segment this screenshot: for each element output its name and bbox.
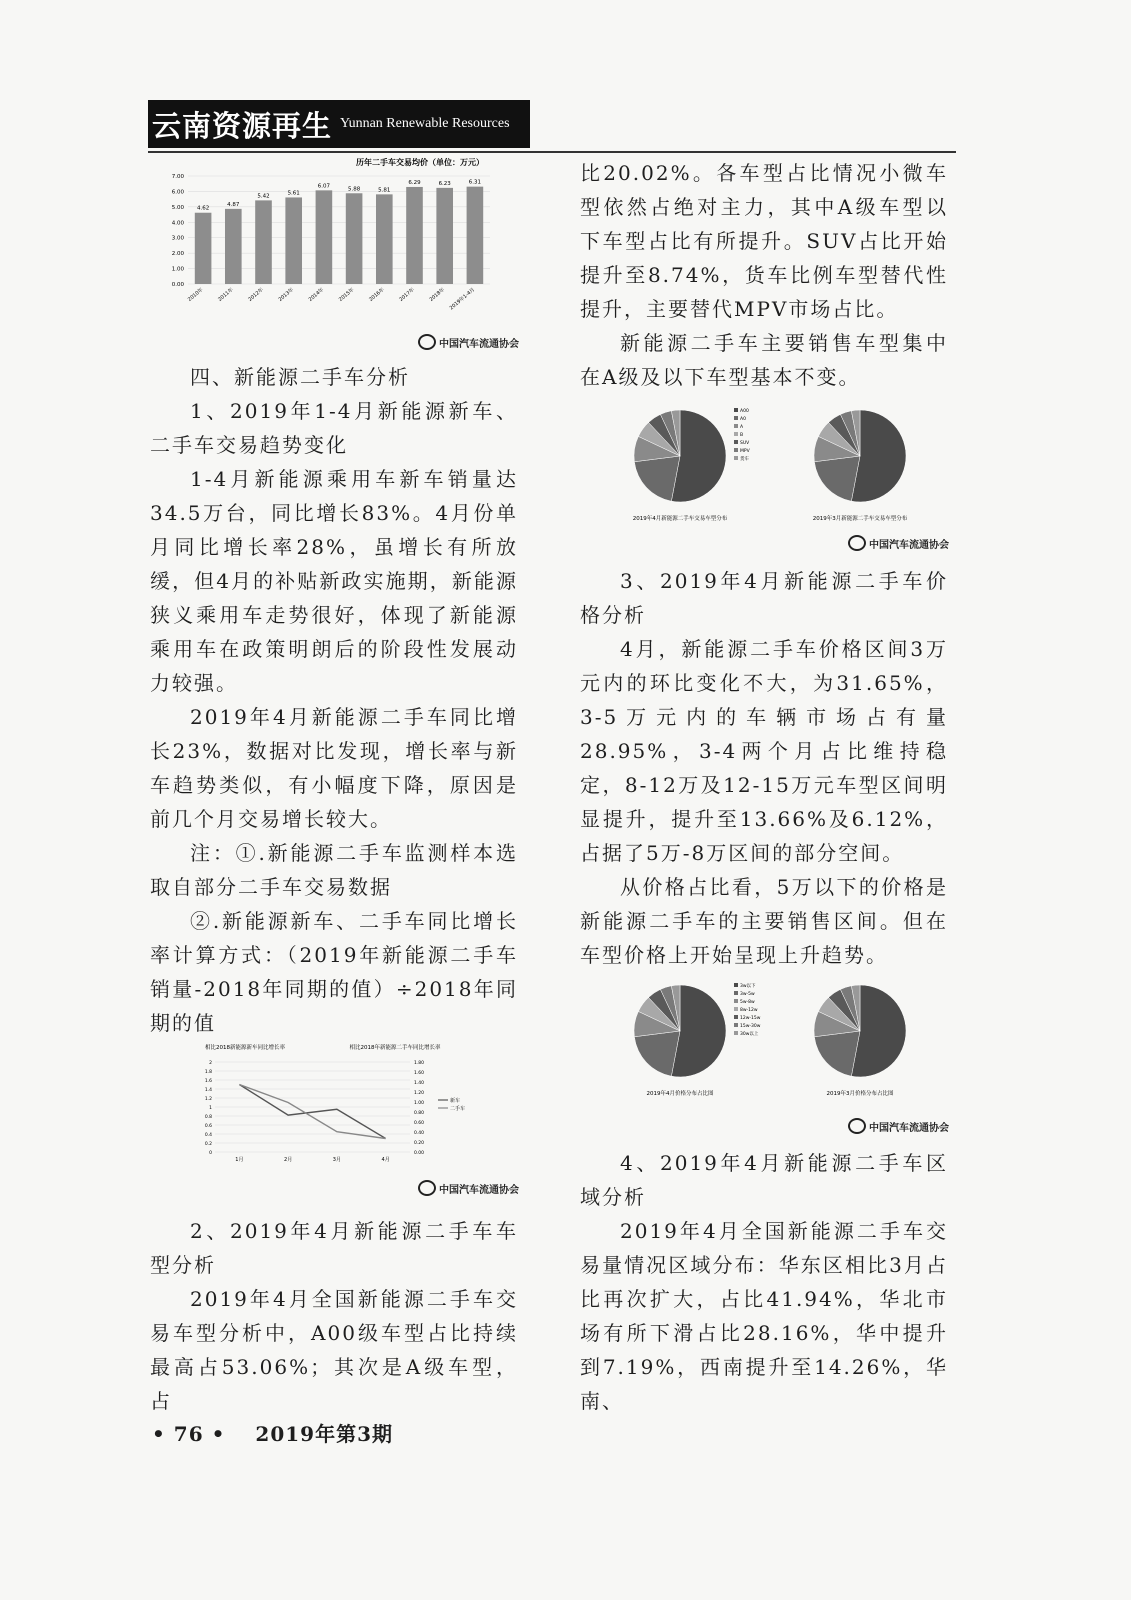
paragraph-main-models: 新能源二手车主要销售车型集中在A级及以下车型基本不变。 [580, 331, 948, 389]
price-bar-chart-svg [160, 156, 500, 316]
y-tick-label-right: 1.80 [414, 1061, 425, 1066]
y-tick-label-left: 0.8 [204, 1115, 212, 1120]
y-tick-label: 4.00 [171, 220, 184, 227]
y-tick-label-right: 0.80 [414, 1111, 425, 1116]
header-rule [148, 151, 956, 153]
y-tick-label-left: 0.6 [204, 1124, 212, 1129]
legend-swatch [734, 408, 738, 412]
y-tick-label: 1.00 [171, 266, 184, 273]
chart-title-right: 相比2018年新能源二手车同比增长率 [349, 1045, 441, 1051]
chart-title: 历年二手车交易均价（单位：万元） [356, 158, 484, 167]
legend-label: 3w以下 [740, 984, 756, 989]
bar [316, 190, 333, 284]
paragraph-type-share: 比20.02%。各车型占比情况小微车型依然占绝对主力，其中A级车型以下车型占比有所提升。SUV占比开始提升至8.74%，货车比例车型替代性提升，主要替代MPV市场占比。 [580, 161, 948, 321]
y-tick-label-right: 0.00 [414, 1151, 425, 1156]
left-column-top [150, 360, 518, 1040]
bar-data-label: 4.62 [196, 205, 210, 212]
bar-data-label: 6.23 [438, 180, 451, 187]
legend-swatch [734, 448, 738, 452]
bar [195, 213, 212, 284]
journal-header [148, 100, 530, 148]
bar [467, 187, 484, 284]
paragraph-used-car-growth: 2019年4月新能源二手车同比增长23%，数据对比发现，增长率与新车趋势类似，有小幅度下降，原因是前几个月交易增长较大。 [150, 705, 518, 831]
x-tick-label: 2018年 [428, 286, 446, 303]
x-tick-label: 2月 [284, 1157, 293, 1163]
legend-label: 5w-8w [740, 1000, 755, 1005]
legend-swatch [734, 991, 738, 995]
x-tick-label: 2015年 [337, 286, 356, 303]
y-tick-label-right: 1.20 [414, 1091, 425, 1096]
legend-label: 8w-12w [740, 1008, 758, 1013]
y-tick-label: 0.00 [171, 282, 184, 288]
association-logo-text: 中国汽车流通协会 [869, 1122, 949, 1134]
association-logo-4 [848, 1118, 949, 1134]
price-pies-svg [610, 975, 940, 1103]
legend-label: 15w-30w [740, 1024, 761, 1029]
y-tick-label: 3.00 [171, 235, 184, 242]
paragraph-price-share: 从价格占比看，5万以下的价格是新能源二手车的主要销售区间。但在车型价格上开始呈现上升趋势。 [580, 875, 948, 967]
legend-label: MPV [740, 449, 750, 454]
legend-label: A00 [740, 409, 749, 414]
legend-label: 3w-5w [740, 992, 755, 997]
section-4-title: 四、新能源二手车分析 [190, 365, 410, 389]
legend-label: 12w-15w [740, 1016, 761, 1021]
legend-label: A0 [740, 417, 746, 422]
y-tick-label-left: 0 [209, 1151, 212, 1156]
legend-label: A [740, 425, 744, 430]
bar-data-label: 6.29 [408, 179, 421, 186]
x-tick-label: 2011年 [217, 286, 235, 303]
association-logo-2 [418, 1180, 519, 1196]
legend-label: 新车 [450, 1098, 461, 1104]
bar [285, 197, 302, 284]
bar-data-label: 5.81 [378, 187, 391, 194]
right-column-middle [580, 564, 948, 972]
chart-title-left: 相比2018新能源新车同比增长率 [205, 1045, 285, 1051]
paragraph-vehicle-type: 2019年4月全国新能源二手车交易车型分析中，A00级车型占比持续最高占53.06%；其次是A级车型，占 [150, 1287, 518, 1413]
association-logo [418, 334, 519, 350]
y-tick-label-right: 1.40 [414, 1081, 425, 1086]
growth-line-chart [160, 1040, 470, 1175]
pie-title: 2019年4月价格分布占比图 [646, 1091, 714, 1097]
legend-label: SUV [740, 441, 750, 446]
bar [436, 188, 453, 284]
page-number: 76 [173, 1422, 204, 1446]
association-logo-icon [418, 334, 436, 350]
association-logo-3 [848, 535, 949, 551]
legend-label: 30w以上 [740, 1032, 759, 1037]
x-tick-label: 2019年1-4月 [448, 286, 477, 312]
bar-data-label: 5.61 [287, 190, 300, 197]
note-1: 注：①.新能源二手车监测样本选取自部分二手车交易数据 [150, 841, 518, 899]
x-tick-label: 4月 [381, 1157, 390, 1163]
x-tick-label: 3月 [332, 1157, 341, 1163]
y-tick-label-left: 1.6 [204, 1079, 212, 1084]
vehicle-type-pie-charts [610, 400, 940, 528]
left-column-bottom [150, 1214, 518, 1418]
subsection-1-title: 1、2019年1-4月新能源新车、二手车交易趋势变化 [150, 399, 518, 457]
legend-swatch [734, 440, 738, 444]
subsection-2-title: 2、2019年4月新能源二手车车型分析 [150, 1219, 518, 1277]
x-tick-label: 2016年 [368, 286, 386, 303]
right-column-bottom [580, 1146, 948, 1418]
bar-data-label: 6.31 [468, 179, 482, 186]
bar [255, 200, 272, 284]
journal-title-en: Yunnan Renewable Resources [340, 116, 510, 131]
y-tick-label: 2.00 [171, 251, 184, 258]
y-tick-label-right: 0.40 [414, 1131, 425, 1136]
price-bar-chart [160, 156, 500, 316]
y-tick-label-right: 0.20 [414, 1141, 425, 1146]
x-tick-label: 1月 [235, 1157, 244, 1163]
y-tick-label-left: 0.4 [204, 1133, 212, 1138]
x-tick-label: 2010年 [186, 286, 205, 303]
note-2: ②.新能源新车、二手车同比增长率计算方式：（2019年新能源二手车销量-2018年同期的值）÷2018年同期的值 [150, 909, 518, 1035]
association-logo-text: 中国汽车流通协会 [439, 338, 519, 350]
page-footer: • 76 • 2019年第3期 [152, 1422, 393, 1446]
bar [346, 193, 363, 284]
journal-title-cn: 云南资源再生 [152, 108, 333, 143]
issue-label: 2019年第3期 [255, 1422, 393, 1446]
y-tick-label: 6.00 [171, 189, 184, 196]
y-tick-label-left: 0.2 [204, 1142, 212, 1147]
subsection-4-title: 4、2019年4月新能源二手车区域分析 [580, 1151, 948, 1209]
legend-swatch [734, 456, 738, 460]
subsection-3-title: 3、2019年4月新能源二手车价格分析 [580, 569, 948, 627]
legend-swatch [734, 1015, 738, 1019]
y-tick-label-right: 0.60 [414, 1121, 425, 1126]
y-tick-label-right: 1.00 [414, 1101, 425, 1106]
paragraph-price-range: 4月，新能源二手车价格区间3万元内的环比变化不大，为31.65%，3-5万元内的车辆市场占有量28.95%，3-4两个月占比维持稳定，8-12万及12-15万元车型区间明显提升，提升至13.66%及6.12%，占据了5万-8万区间的部分空间。 [580, 637, 948, 865]
legend-swatch [734, 1007, 738, 1011]
y-tick-label-left: 1.8 [204, 1070, 212, 1075]
right-column-top [580, 156, 948, 394]
y-tick-label-left: 2 [209, 1061, 212, 1066]
paragraph-new-car-sales: 1-4月新能源乘用车新车销量达34.5万台，同比增长83%。4月份单月同比增长率28%，虽增长有所放缓，但4月的补贴新政实施期，新能源狭义乘用车走势很好，体现了新能源乘用车在政策明朗后的阶段性发展动力较强。 [150, 467, 518, 695]
legend-label: B [740, 433, 744, 438]
x-tick-label: 2017年 [398, 286, 416, 303]
bar [376, 194, 393, 284]
legend-swatch [734, 983, 738, 987]
association-logo-icon [418, 1180, 436, 1196]
y-tick-label: 5.00 [171, 204, 184, 211]
y-tick-label-left: 1.4 [204, 1088, 212, 1093]
y-tick-label: 7.00 [171, 174, 184, 180]
association-logo-icon [848, 1118, 866, 1134]
paragraph-region: 2019年4月全国新能源二手车交易量情况区域分布：华东区相比3月占比再次扩大，占比41.94%，华北市场有所下滑占比28.16%，华中提升到7.19%，西南提升至14.26%，华南、 [580, 1219, 948, 1413]
bar [225, 209, 242, 284]
association-logo-text: 中国汽车流通协会 [869, 539, 949, 551]
bar-data-label: 5.88 [347, 186, 361, 193]
x-tick-label: 2013年 [277, 286, 295, 303]
legend-swatch [734, 999, 738, 1003]
bar [406, 187, 423, 284]
legend-label: 二手车 [450, 1106, 466, 1112]
legend-swatch [734, 424, 738, 428]
y-tick-label-right: 1.60 [414, 1071, 425, 1076]
growth-line-chart-svg [160, 1040, 470, 1175]
bar-data-label: 6.07 [317, 183, 331, 190]
y-tick-label-left: 1 [209, 1106, 212, 1111]
association-logo-text: 中国汽车流通协会 [439, 1184, 519, 1196]
bar-data-label: 5.42 [257, 193, 270, 200]
legend-swatch [734, 416, 738, 420]
legend-swatch [734, 1023, 738, 1027]
x-tick-label: 2012年 [247, 286, 265, 303]
legend-swatch [734, 1031, 738, 1035]
association-logo-icon [848, 535, 866, 551]
y-tick-label-left: 1.2 [204, 1097, 212, 1102]
pie-title: 2019年3月价格分布占比图 [826, 1091, 894, 1097]
pie-title: 2019年4月新能源二手车交易车型分布 [632, 516, 728, 522]
vehicle-type-pies-svg [610, 400, 940, 528]
pie-title: 2019年3月新能源二手车交易车型分布 [812, 516, 908, 522]
legend-swatch [734, 432, 738, 436]
legend-label: 货车 [740, 457, 749, 462]
bar-data-label: 4.87 [227, 201, 240, 208]
x-tick-label: 2014年 [307, 286, 326, 303]
price-pie-charts [610, 975, 940, 1103]
